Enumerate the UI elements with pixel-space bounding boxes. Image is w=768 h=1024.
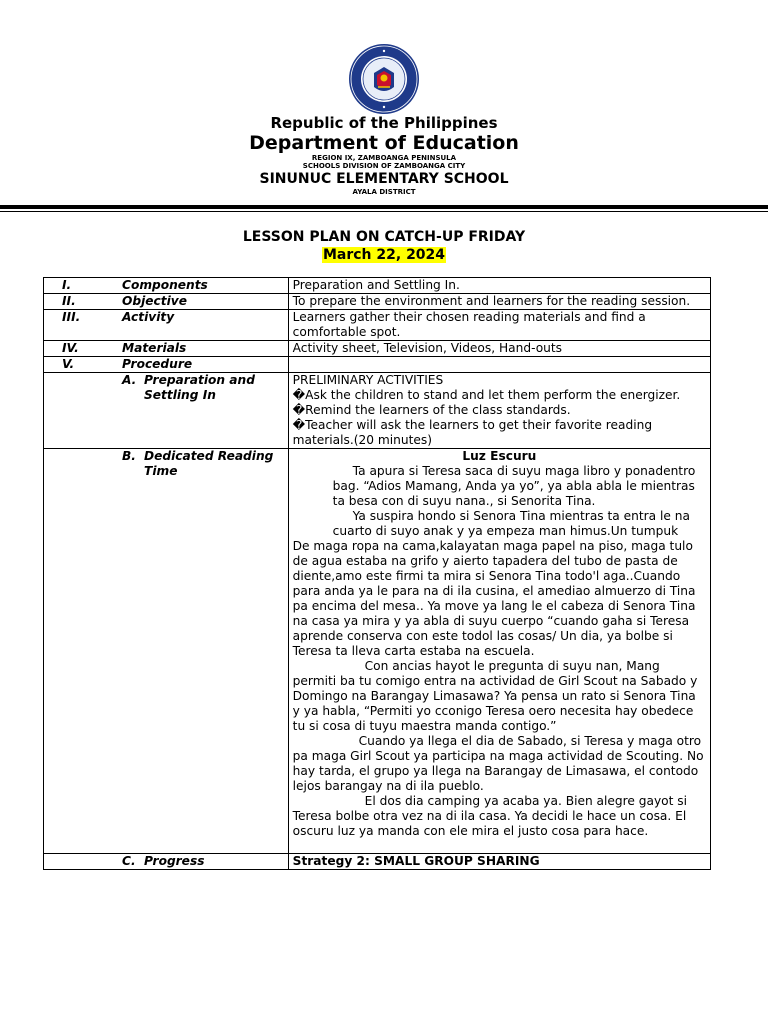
header-region: REGION IX, ZAMBOANGA PENINSULA: [311, 154, 457, 162]
preliminary-item: �Teacher will ask the learners to get their favorite reading materials.(20 minutes): [292, 418, 653, 447]
row-label: [48, 357, 284, 372]
row-content: [288, 357, 710, 373]
story-paragraph: De maga ropa na cama,kalayatan maga papel na piso, maga tulo de agua estaba na grifo y aierto tapadera del tubo de pasta de diente,amo este firmi ta mira si Senora Tina todo'l aga..Cuando para anda ya le para na di ila cusina, el amediao almuerzo di Tina pa encima del mesa.. Ya move ya lang le el cabeza di Senora Tina na casa ya mira y ya abla di suyu cuerpo “cuando gaha si Teresa aprende conserva con este todol las cosas/ Un dia, ya bolbe si Teresa ta lleva carta estaba na escuela.: [292, 539, 696, 658]
row-number: IV.: [62, 341, 79, 355]
table-row: [44, 294, 711, 310]
row-name: Procedure: [122, 357, 193, 371]
preliminary-item: �Ask the children to stand and let them perform the energizer.: [292, 388, 681, 402]
header-district: AYALA DISTRICT: [352, 188, 416, 196]
row-label: [48, 310, 284, 325]
story-title: Luz Escuru: [462, 449, 537, 463]
lesson-date: [0, 247, 768, 263]
procedure-name: Progress: [144, 854, 205, 868]
story-paragraph: Con ancias hayot le pregunta di suyu nan, Mang permiti ba tu comigo entra na actividad de Girl Scout na Sabado y Domingo na Barangay Limasawa? Ya pensa un rato si Senora Tina y ya habla, “Permiti yo cconigo Teresa oero necesita hay obedece tu si cosa di tuyu maestra manda contigo.”: [292, 659, 698, 733]
preliminary-item: �Remind the learners of the class standards.: [292, 403, 571, 417]
lesson-plan-title: LESSON PLAN ON CATCH-UP FRIDAY: [242, 229, 526, 245]
lesson-plan-table: [43, 277, 711, 870]
lesson-date-highlight: March 22, 2024: [322, 247, 446, 263]
procedure-letter: A.: [122, 373, 137, 387]
preliminary-heading: PRELIMINARY ACTIVITIES: [292, 373, 444, 387]
table-row: [44, 449, 711, 854]
story-paragraph: Ya suspira hondo si Senora Tina mientras ta entra le na cuarto di suyo anak y ya empeza man himus.Un tumpuk: [332, 509, 690, 538]
row-content: Preparation and Settling In.: [288, 278, 710, 294]
header-school: SINUNUC ELEMENTARY SCHOOL: [259, 171, 509, 187]
table-row: [44, 341, 711, 357]
procedure-a-content: [288, 373, 710, 449]
row-name: Activity: [122, 310, 175, 324]
row-name: Materials: [122, 341, 187, 355]
header-department: Department of Education: [249, 132, 519, 154]
procedure-name: Dedicated Reading Time: [144, 449, 274, 478]
procedure-letter: B.: [122, 449, 136, 463]
procedure-c-label: [48, 854, 284, 869]
row-number: I.: [62, 278, 72, 292]
row-number: V.: [62, 357, 75, 371]
row-label: [48, 341, 284, 356]
row-name: Objective: [122, 294, 187, 308]
table-row: [44, 278, 711, 294]
row-label: [48, 294, 284, 309]
row-content: Learners gather their chosen reading materials and find a comfortable spot.: [288, 310, 710, 341]
row-label: [48, 278, 284, 293]
table-row: [44, 357, 711, 373]
row-number: III.: [62, 310, 81, 324]
story-paragraph: Ta apura si Teresa saca di suyu maga libro y ponadentro bag. “Adios Mamang, Anda ya yo”, ya abla abla le mientras ta besa con di suyu nana., si Senorita Tina.: [332, 464, 696, 508]
procedure-b-content: [288, 449, 710, 854]
header-divider-thick: [0, 205, 768, 209]
story-paragraph: El dos dia camping ya acaba ya. Bien alegre gayot si Teresa bolbe otra vez na di ila casa. Ya decidi le hace un cosa. El oscuru luz ya manda con ele mira el justo cosa para hace.: [292, 794, 688, 838]
header-republic: Republic of the Philippines: [270, 114, 498, 132]
story-paragraph: Cuando ya llega el dia de Sabado, si Teresa y maga otro pa maga Girl Scout ya participa na maga actividad de Scouting. No hay tarda, el grupo ya llega na Barangay de Limasawa, el contodo lejos barangay na di ila pueblo.: [292, 734, 704, 793]
procedure-b-label: [48, 449, 284, 479]
row-content: Activity sheet, Television, Videos, Hand-outs: [288, 341, 710, 357]
row-content: To prepare the environment and learners for the reading session.: [288, 294, 710, 310]
table-row: [44, 310, 711, 341]
header-divider-thin: [0, 211, 768, 212]
procedure-a-label: [48, 373, 284, 403]
procedure-letter: C.: [122, 854, 136, 868]
table-row: [44, 854, 711, 870]
deped-seal: [348, 43, 420, 115]
procedure-name: Preparation and Settling In: [144, 373, 255, 402]
header-division: SCHOOLS DIVISION OF ZAMBOANGA CITY: [302, 162, 466, 170]
table-row: [44, 373, 711, 449]
row-number: II.: [62, 294, 76, 308]
row-name: Components: [122, 278, 208, 292]
procedure-c-content: Strategy 2: SMALL GROUP SHARING: [288, 854, 710, 870]
